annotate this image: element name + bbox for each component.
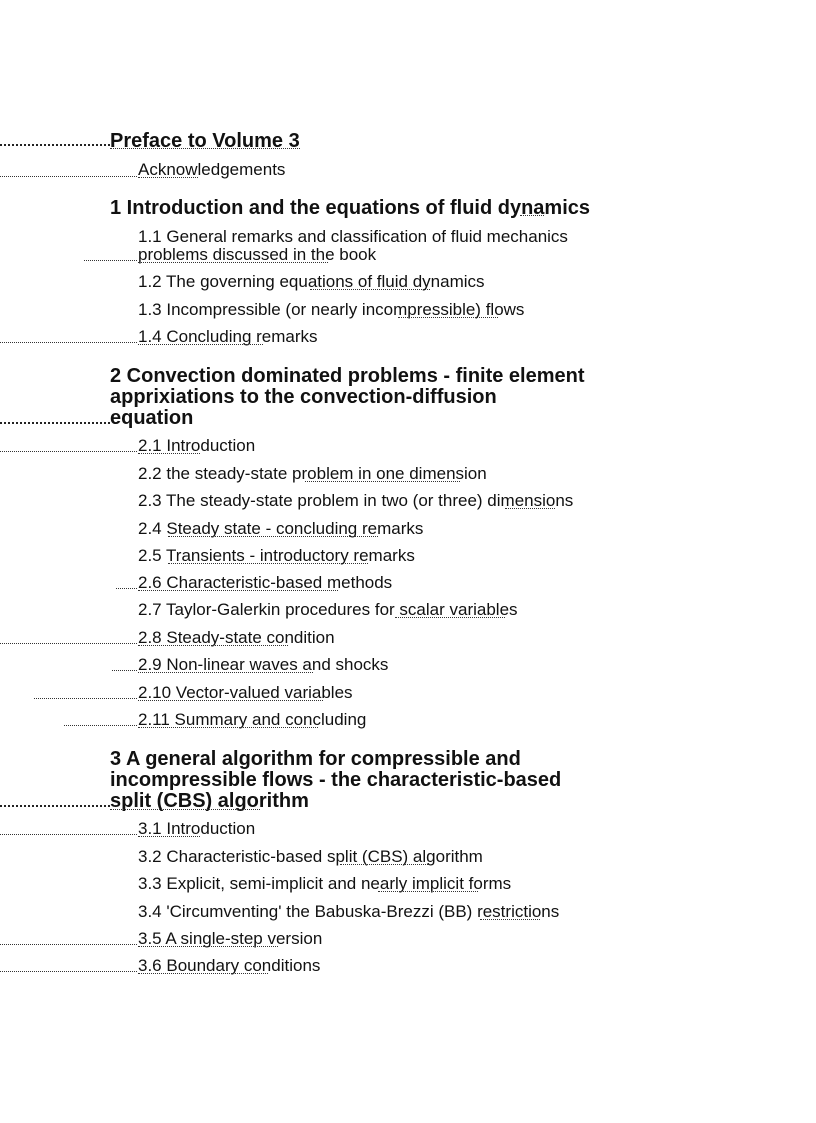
toc-section-3-1[interactable]: 3.1 Introduction	[138, 819, 256, 838]
toc-section-3-5[interactable]: 3.5 A single-step version	[138, 929, 323, 948]
toc-chapter-2-line-1[interactable]: 2 Convection dominated problems - finite element	[110, 365, 585, 387]
toc-section-2-3[interactable]: 2.3 The steady-state problem in two (or three) dimensions	[138, 491, 574, 510]
toc-section-1-1-cont[interactable]: problems discussed in the book	[138, 245, 377, 264]
leader-dots	[378, 891, 478, 892]
leader-dots	[168, 536, 378, 537]
leader-dots	[84, 260, 137, 261]
leader-dots	[138, 344, 263, 345]
leader-dots	[112, 670, 137, 671]
leader-dots	[138, 672, 313, 673]
toc-section-2-2[interactable]: 2.2 the steady-state problem in one dimension	[138, 464, 487, 483]
toc-section-1-1[interactable]: 1.1 General remarks and classification of fluid mechanics	[138, 227, 568, 246]
toc-chapter-3-line-3[interactable]: split (CBS) algorithm	[110, 790, 309, 812]
leader-dots	[0, 144, 110, 146]
toc-chapter-2-line-3[interactable]: equation	[110, 407, 194, 429]
leader-dots	[138, 262, 328, 263]
leader-dots	[138, 453, 200, 454]
leader-dots	[138, 973, 268, 974]
toc-section-2-7[interactable]: 2.7 Taylor-Galerkin procedures for scalar variables	[138, 600, 518, 619]
leader-dots	[505, 508, 555, 509]
toc-section-3-3[interactable]: 3.3 Explicit, semi-implicit and nearly implicit forms	[138, 874, 512, 893]
leader-dots	[116, 588, 137, 589]
leader-dots	[110, 809, 260, 810]
leader-dots	[395, 617, 505, 618]
toc-acknowledgements[interactable]: Acknowledgements	[138, 160, 286, 179]
toc-section-2-10[interactable]: 2.10 Vector-valued variables	[138, 683, 353, 702]
leader-dots	[0, 944, 137, 945]
leader-dots	[138, 946, 278, 947]
leader-dots	[398, 317, 498, 318]
toc-section-2-8[interactable]: 2.8 Steady-state condition	[138, 628, 335, 647]
leader-dots	[305, 481, 460, 482]
leader-dots	[138, 836, 200, 837]
toc-section-2-4[interactable]: 2.4 Steady state - concluding remarks	[138, 519, 424, 538]
toc-preface[interactable]: Preface to Volume 3	[110, 130, 300, 152]
toc-section-3-4[interactable]: 3.4 'Circumventing' the Babuska-Brezzi (BB) restrictions	[138, 902, 560, 921]
leader-dots	[138, 700, 323, 701]
leader-dots	[340, 864, 432, 865]
toc-section-3-6[interactable]: 3.6 Boundary conditions	[138, 956, 321, 975]
toc-section-1-4[interactable]: 1.4 Concluding remarks	[138, 327, 318, 346]
toc-chapter-2-line-2[interactable]: apprixiations to the convection-diffusion	[110, 386, 497, 408]
toc-section-2-1[interactable]: 2.1 Introduction	[138, 436, 256, 455]
leader-dots	[168, 563, 368, 564]
toc-section-2-11[interactable]: 2.11 Summary and concluding	[138, 710, 367, 729]
leader-dots	[138, 727, 318, 728]
toc-section-3-2[interactable]: 3.2 Characteristic-based split (CBS) algorithm	[138, 847, 483, 866]
toc-section-2-5[interactable]: 2.5 Transients - introductory remarks	[138, 546, 415, 565]
leader-dots	[480, 919, 540, 920]
toc-section-1-3[interactable]: 1.3 Incompressible (or nearly incompressible) flows	[138, 300, 525, 319]
leader-dots	[0, 834, 137, 835]
leader-dots	[64, 725, 137, 726]
leader-dots	[110, 148, 300, 149]
toc-section-1-2[interactable]: 1.2 The governing equations of fluid dynamics	[138, 272, 485, 291]
toc-section-2-6[interactable]: 2.6 Characteristic-based methods	[138, 573, 393, 592]
leader-dots	[138, 590, 338, 591]
leader-dots	[34, 698, 137, 699]
leader-dots	[0, 176, 137, 177]
toc-chapter-1[interactable]: 1 Introduction and the equations of fluid dynamics	[110, 197, 591, 219]
leader-dots	[0, 971, 137, 972]
leader-dots	[310, 289, 430, 290]
leader-dots	[0, 451, 137, 452]
leader-dots	[138, 177, 198, 178]
leader-dots	[0, 342, 137, 343]
leader-dots	[138, 645, 288, 646]
toc-chapter-3-line-1[interactable]: 3 A general algorithm for compressible and	[110, 748, 521, 770]
leader-dots	[0, 805, 110, 807]
toc-chapter-3-line-2[interactable]: incompressible flows - the characteristic-based	[110, 769, 562, 791]
leader-dots	[0, 422, 110, 424]
leader-dots	[520, 215, 544, 216]
toc-section-2-9[interactable]: 2.9 Non-linear waves and shocks	[138, 655, 389, 674]
leader-dots	[0, 643, 137, 644]
